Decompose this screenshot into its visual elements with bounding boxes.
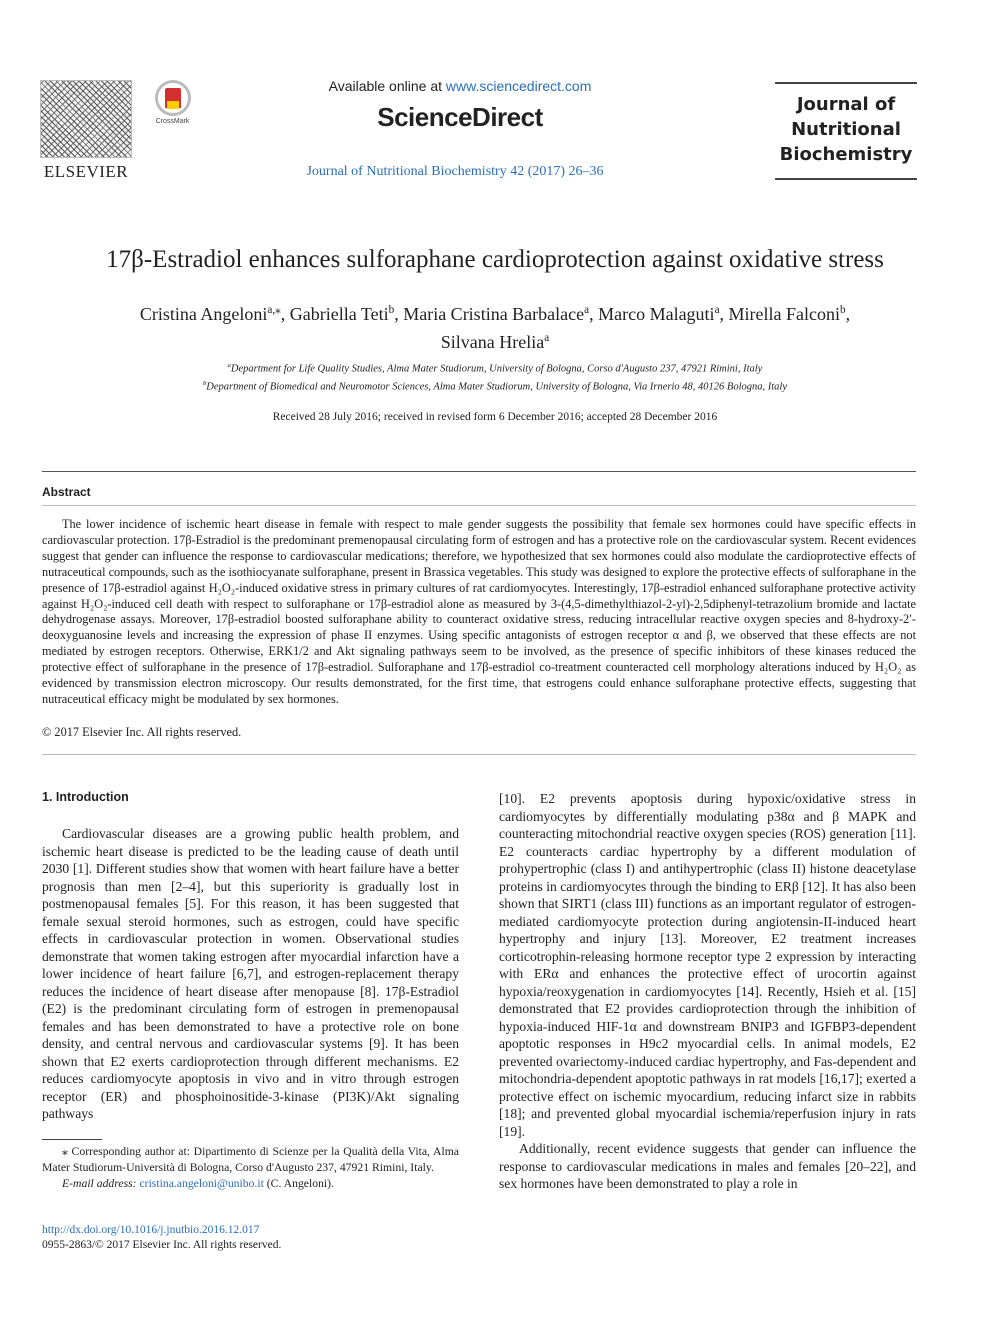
elsevier-tree-icon (40, 80, 132, 158)
divider (42, 754, 916, 755)
right-column (499, 790, 916, 1193)
journal-name-line3: Biochemistry (779, 144, 913, 165)
available-prefix: Available online at (328, 78, 446, 94)
elsevier-logo (40, 80, 132, 180)
author-affiliation-mark: a (714, 304, 720, 316)
left-column (42, 825, 459, 1123)
author-name: Gabriella Teti (289, 304, 389, 324)
article-title: 17β-Estradiol enhances sulforaphane cardioprotection against oxidative stress (106, 246, 884, 273)
abstract-text (42, 517, 916, 708)
author-name: Cristina Angeloni (139, 304, 268, 324)
journal-name-line1: Journal of (796, 94, 896, 115)
author-affiliation-mark: b (840, 304, 846, 316)
divider (42, 505, 916, 506)
journal-logo (775, 82, 917, 180)
publisher-name: ELSEVIER (43, 162, 129, 181)
abstract-heading: Abstract (42, 485, 91, 499)
affiliation-line: $^a$Department for Life Quality Studies, Alma Mater Studiorum, University of Bologna, Corso d'Augusto 237, 47921 Rimini, Italy (227, 362, 763, 375)
author-name: Maria Cristina Barbalace (403, 304, 585, 324)
intro-paragraph: [10]. E2 prevents apoptosis during hypoxic/oxidative stress in cardiomyocytes by differentially modulating p38α and β MAPK and counteracting mitochondrial reactive oxygen species (ROS) generation [11]. E2 counteracts cardiac hypertrophy by a different modulation of prohypertrophic (class I) and antihypertrophic (class II) histone deacetylase proteins in cardiomyocytes through the binding to ERβ [12]. It has also been shown that SIRT1 (class III) functions as an important regulator of estrogen-mediated cardiomyocyte protection during angiotensin-II-induced heart hypertrophy and injury [13]. Moreover, E2 treatment increases corticotrophin-releasing hormone receptor type 2 expression by interacting with ERα and enhances the protective effect of urocortin against hypoxia/reoxygenation in cardiomyocytes [14]. Recently, Hsieh et al. [15] demonstrated that E2 provides cardioprotection through the inhibition of hypoxia-induced HIF-1α and downstream BNIP3 and IGFBP3-dependent apoptotic responses in H9c2 myocardial cells. In animal models, E2 prevented ovariectomy-induced cardiac hypertrophy, and Fas-dependent and mitochondria-dependent apoptotic pathways in rat models [16,17]; exerted a protective effect on ischemic myocardium, reducing infarct size in rabbits [18]; and prevented global myocardial ischemia/reperfusion injury in rats [19]. (499, 791, 916, 1139)
author-name: Marco Malaguti (598, 304, 715, 324)
affiliations (60, 359, 930, 394)
author-separator: , (719, 304, 729, 324)
section-heading: 1. Introduction (42, 790, 129, 804)
received-dates: Received 28 July 2016; received in revised form 6 December 2016; accepted 28 December 2016 (272, 411, 718, 423)
crossmark-badge[interactable] (150, 80, 195, 125)
intro-paragraph: Additionally, recent evidence suggests that gender can influence the response to cardiovascular medications in males and females [20–22], and sex hormones have been demonstrated to play a role in (499, 1141, 916, 1191)
journal-name-line2: Nutritional (791, 119, 901, 140)
author-affiliation-mark: a (544, 332, 550, 344)
author-separator: , (394, 304, 404, 324)
sciencedirect-link[interactable]: www.sciencedirect.com (445, 78, 592, 94)
author-name: Mirella Falconi (728, 304, 840, 324)
author-list (60, 298, 930, 354)
crossmark-icon (155, 80, 191, 116)
author-separator: , (280, 304, 290, 324)
email-suffix: (C. Angeloni). (263, 1177, 334, 1190)
author-affiliation-mark: a,⁎ (267, 304, 281, 316)
email-label: E-mail address: (62, 1177, 140, 1190)
email-link[interactable]: cristina.angeloni@unibo.it (139, 1177, 264, 1190)
divider (42, 471, 916, 472)
corresponding-author: ⁎ Corresponding author at: Dipartimento di Scienze per la Qualità della Vita, Alma Mater Studiorum-Università di Bologna, Corso d'Augusto 237, 47921 Rimini, Italy. (42, 1145, 459, 1174)
issn-line: 0955-2863/© 2017 Elsevier Inc. All rights reserved. (42, 1239, 282, 1251)
abstract-copyright: © 2017 Elsevier Inc. All rights reserved. (42, 725, 242, 739)
intro-paragraph: Cardiovascular diseases are a growing public health problem, and ischemic heart disease is predicted to be the leading cause of death until 2030 [1]. Different studies show that women with heart failure have a better prognosis than men [2–4], but this superiority is gradually lost in postmenopausal females [5]. For this reason, it has been suggested that female sexual steroid hormones, such as estrogen, could have specific effects in cardiovascular protection in women. Observational studies demonstrate that women taking estrogen after myocardial infarction have a lower incidence of heart failure [6,7], and estrogen-replacement therapy reduces the incidence of heart disease after menopause [8]. 17β-Estradiol (E2) is the predominant circulating form of estrogen in premenopausal females and has been demonstrated to have a protective role on bone density, and central nervous and cardiovascular systems [9]. It has been shown that E2 exerts cardioprotection through different mechanisms. E2 reduces cardiomyocyte apoptosis in vivo and in vitro through estrogen receptor (ER) and phosphoinositide-3-kinase (PI3K)/Akt signaling pathways (42, 826, 459, 1121)
affiliation-line: $^b$Department of Biomedical and Neuromotor Sciences, Alma Mater Studiorum, University of Bologna, Via Irnerio 48, 40126 Bologna, Italy (203, 379, 787, 392)
doi-block (42, 1223, 281, 1253)
crossmark-label: CrossMark (155, 118, 190, 125)
sciencedirect-brand: ScienceDirect (377, 102, 543, 132)
abstract-paragraph: The lower incidence of ischemic heart disease in female with respect to male gender suggests the possibility that female sex hormones could have specific effects in cardiovascular protection. 17β-Estradiol is the predominant premenopausal circulating form of estrogen and has a protective role on the cardiovascular system. Recent evidences suggest that gender can influence the response to cardiovascular medications; therefore, we hypothesized that sex hormones could also modulate the cardioprotective effects of nutraceutical compounds, such as the isothiocyanate sulforaphane, present in Brassica vegetables. This study was designed to explore the protective effects of sulforaphane in the presence of 17β-estradiol against H₂O₂-induced oxidative stress in primary cultures of rat cardiomyocytes. Interestingly, 17β-estradiol enhanced sulforaphane protective activity against H₂O₂-induced cell death with respect to sulforaphane or 17β-estradiol alone as measured by 3-(4,5-dimethylthiazol-2-yl)-2,5diphenyl-tetrazolium bromide and lactate dehydrogenase assays. Moreover, 17β-estradiol boosted sulforaphane ability to counteract oxidative stress, reducing intracellular reactive oxygen species and 8-hydroxy-2′-deoxyguanosine levels and increasing the expression of phase II enzymes. Using specific antagonists of estrogen receptor α and β, we observed that these effects are not mediated by estrogen receptors. Otherwise, ERK1/2 and Akt signaling pathways seem to be involved, as the presence of specific inhibitors of these kinases reduced the protective effect of sulforaphane in the presence of 17β-estradiol. Sulforaphane and 17β-estradiol co-treatment counteracted cell morphology alterations induced by H₂O₂ as evidenced by transmission electron microscopy. Our results demonstrated, for the first time, that estrogens could enhance sulforaphane protective effects, suggesting that nutraceutical efficacy might be modulated by sex hormones. (42, 517, 916, 706)
author-affiliation-mark: a (584, 304, 590, 316)
footnote-divider (42, 1139, 102, 1140)
journal-citation-link[interactable]: Journal of Nutritional Biochemistry 42 (2017) 26–36 (306, 164, 604, 179)
available-online (260, 78, 660, 94)
author-separator: , (589, 304, 599, 324)
footnote (42, 1144, 459, 1192)
doi-link[interactable]: http://dx.doi.org/10.1016/j.jnutbio.2016.12.017 (42, 1224, 260, 1236)
author-separator: , (845, 304, 851, 324)
author-affiliation-mark: b (388, 304, 395, 316)
author-name: Silvana Hrelia (440, 332, 545, 352)
